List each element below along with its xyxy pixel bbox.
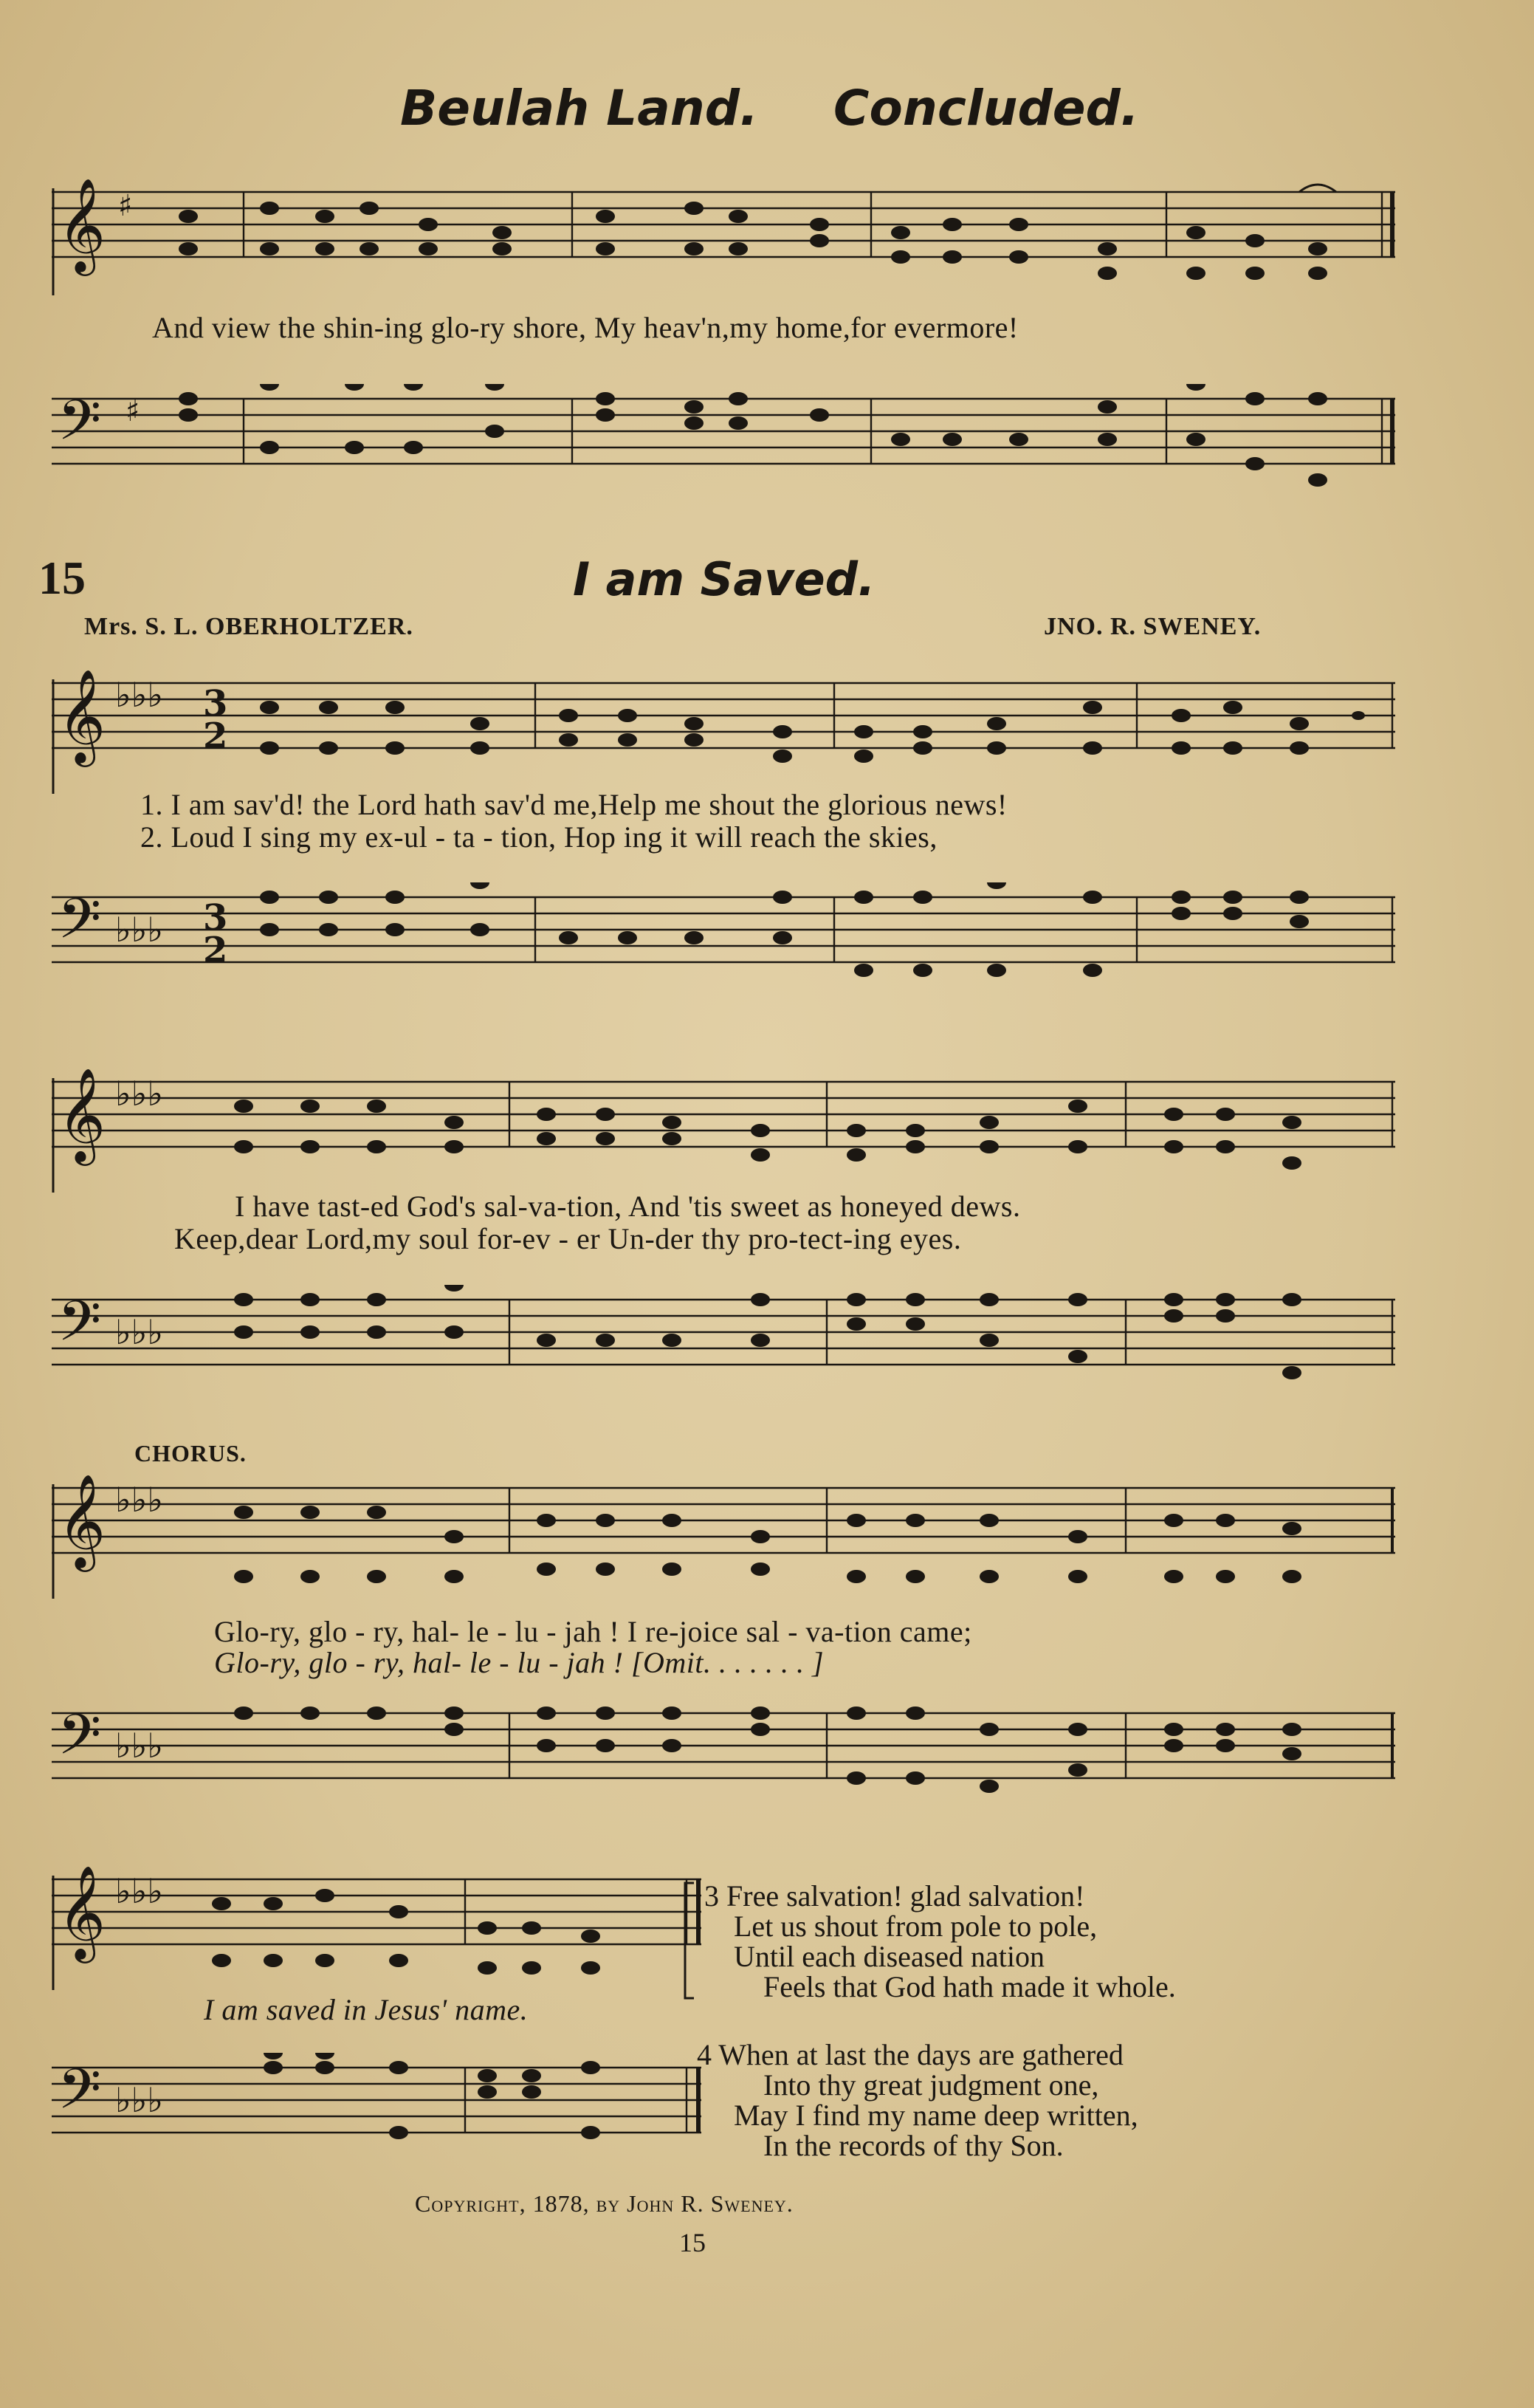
beulah-bass-staff [44, 384, 1403, 502]
svg-text:𝄢: 𝄢 [58, 886, 102, 965]
beulah-title-name: Beulah Land. [400, 80, 759, 137]
hymn-title: I am Saved. [573, 552, 876, 606]
hymn-number: 15 [38, 552, 86, 604]
svg-text:♭♭♭: ♭♭♭ [115, 1871, 164, 1911]
svg-text:𝄞: 𝄞 [58, 1865, 106, 1959]
beulah-lyric: And view the shin-ing glo-ry shore, My heav'n,my home,for evermore! [152, 311, 1019, 344]
verse3-line: Feels that God hath made it whole. [763, 1970, 1176, 2003]
svg-text:𝄞: 𝄞 [58, 1067, 106, 1162]
svg-text:♭♭♭: ♭♭♭ [115, 1312, 164, 1352]
svg-text:♯: ♯ [118, 189, 133, 223]
page-number: 15 [679, 2228, 706, 2257]
svg-text:2: 2 [203, 716, 228, 757]
final-treble-staff [44, 1865, 709, 1990]
copyright: Copyright, 1878, by John R. Sweney. [415, 2190, 794, 2217]
verse3-bracket [682, 1882, 697, 2000]
beulah-title-suffix: Concluded. [833, 80, 1139, 137]
svg-text:♭♭♭: ♭♭♭ [115, 1726, 164, 1766]
verse2-line2: Keep,dear Lord,my soul for-ev - er Un-der thy pro-tect-ing eyes. [174, 1222, 962, 1255]
chorus-treble-staff [44, 1473, 1403, 1599]
verse3-line: Until each diseased nation [734, 1940, 1045, 1973]
svg-text:𝄢: 𝄢 [58, 1289, 102, 1368]
chorus-label: CHORUS. [134, 1440, 247, 1467]
verse1-line1: 1. I am sav'd! the Lord hath sav'd me,Help me shout the glorious news! [140, 788, 1008, 821]
beulah-title [400, 80, 1139, 137]
svg-text:3: 3 [203, 897, 228, 939]
verse3-line: Let us shout from pole to pole, [734, 1910, 1098, 1943]
svg-text:𝄞: 𝄞 [58, 1473, 106, 1568]
chorus-line1-alt: Glo-ry, glo - ry, hal- le - lu - jah ! [Omit. . . . . . . ] [214, 1646, 825, 1679]
svg-text:𝄞: 𝄞 [58, 177, 106, 272]
system2-time-signature: 3 [203, 683, 228, 724]
hymn-composer: JNO. R. SWENEY. [1044, 613, 1262, 640]
svg-text:♭♭♭: ♭♭♭ [115, 675, 164, 715]
svg-text:♭♭♭: ♭♭♭ [115, 1074, 164, 1114]
system2-bass-staff [44, 882, 1403, 1001]
svg-text:2: 2 [203, 930, 228, 971]
system3-treble-staff [44, 1067, 1403, 1193]
svg-text:𝄢: 𝄢 [58, 2057, 102, 2136]
svg-text:♭♭♭: ♭♭♭ [115, 1480, 164, 1520]
final-bass-staff [44, 2053, 709, 2178]
verse3 [704, 1881, 1176, 2002]
verse4-line: Into thy great judgment one, [763, 2068, 1099, 2102]
chorus-line1: Glo-ry, glo - ry, hal- le - lu - jah ! I re-joice sal - va-tion came; [214, 1615, 972, 1648]
system2-treble-staff [44, 668, 1403, 794]
verse4-line: May I find my name deep written, [734, 2099, 1138, 2132]
svg-text:♭♭♭: ♭♭♭ [115, 910, 164, 950]
svg-text:𝄢: 𝄢 [58, 1702, 102, 1781]
verse1-line2: I have tast-ed God's sal-va-tion, And 'tis sweet as honeyed dews. [235, 1190, 1021, 1223]
chorus-bass-staff [44, 1698, 1403, 1817]
svg-text:♭♭♭: ♭♭♭ [115, 2080, 164, 2120]
verse4-line: In the records of thy Son. [763, 2129, 1064, 2162]
verse4-line: 4 When at last the days are gathered [697, 2038, 1124, 2071]
svg-text:♯: ♯ [125, 394, 140, 428]
hymn-author: Mrs. S. L. OBERHOLTZER. [84, 613, 413, 640]
svg-text:𝄢: 𝄢 [58, 388, 102, 467]
verse2-line1: 2. Loud I sing my ex-ul - ta - tion, Hop ing it will reach the skies, [140, 820, 938, 854]
system3-bass-staff [44, 1285, 1403, 1403]
chorus-line2: I am saved in Jesus' name. [204, 1993, 529, 2026]
verse3-line: 3 Free salvation! glad salvation! [704, 1879, 1085, 1913]
verse4 [697, 2040, 1138, 2161]
beulah-treble-staff [44, 177, 1403, 295]
svg-text:𝄞: 𝄞 [58, 668, 106, 763]
